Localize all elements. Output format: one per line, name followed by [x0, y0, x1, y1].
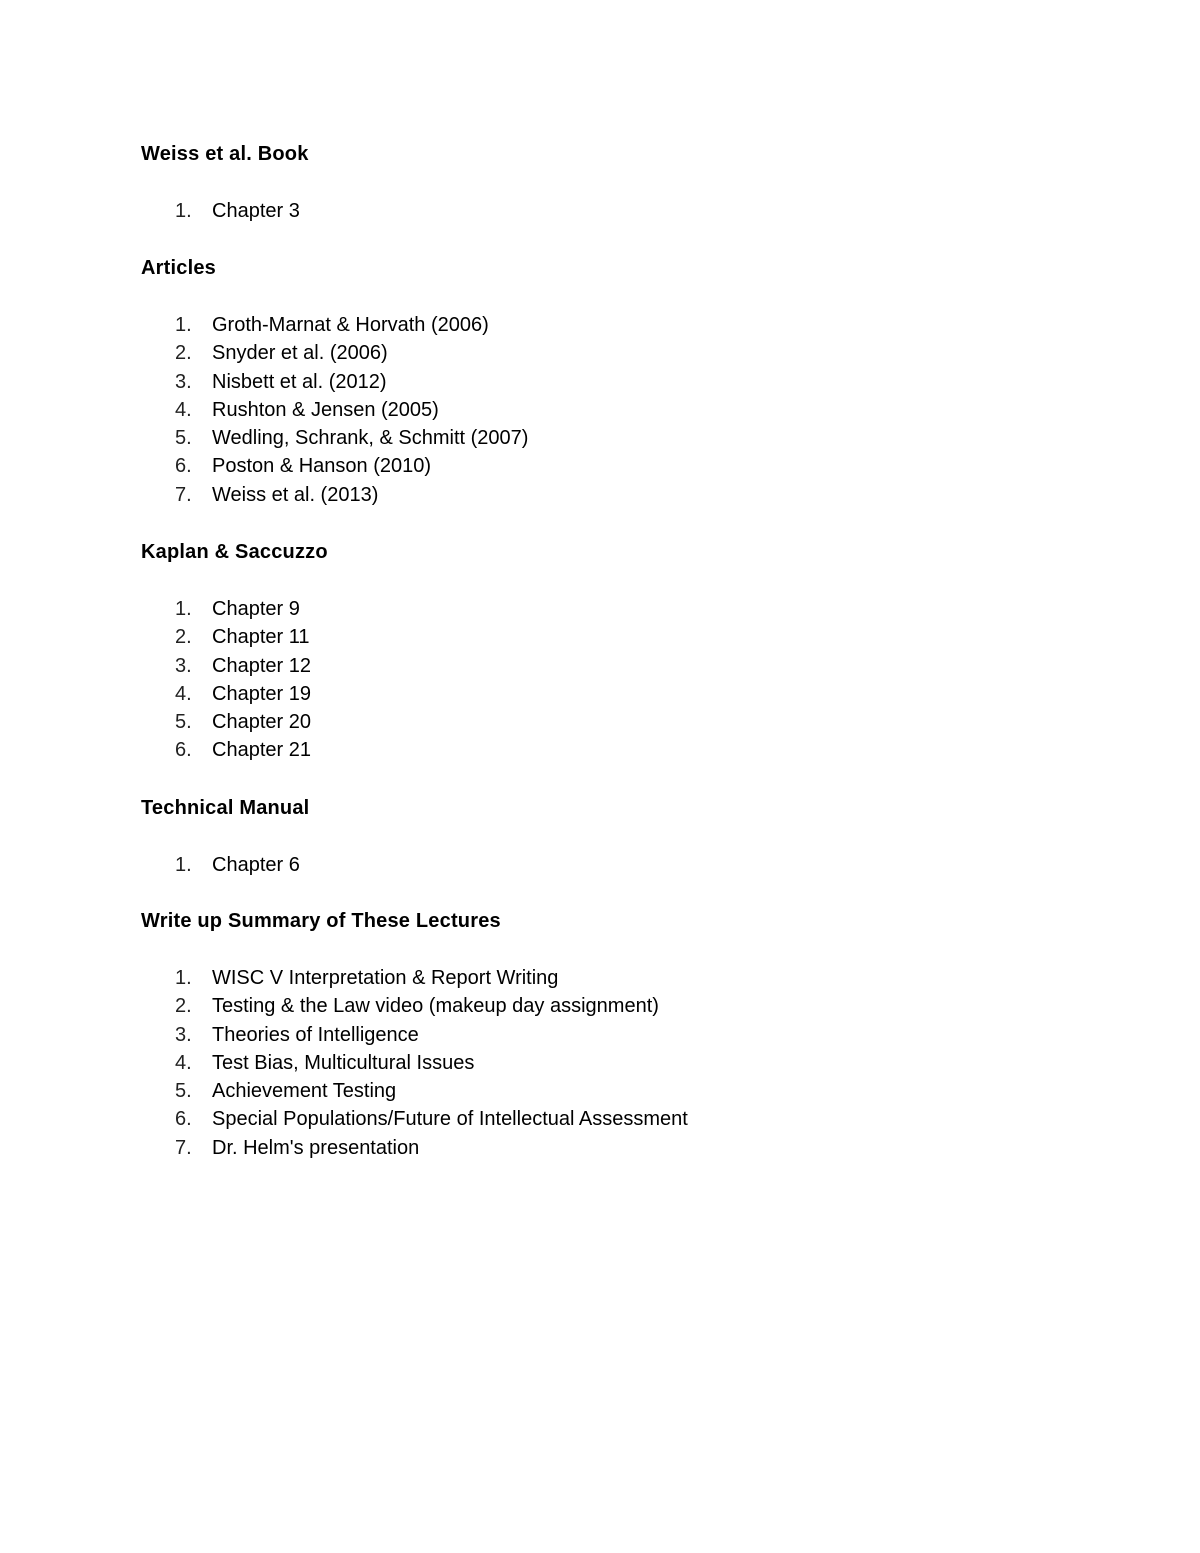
list-text: Chapter 19 [212, 682, 311, 705]
section-heading: Weiss et al. Book [141, 143, 309, 165]
section-articles [141, 254, 1141, 506]
list-number: 4. [175, 398, 192, 421]
list-text: Nisbett et al. (2012) [212, 370, 387, 393]
list-text: Rushton & Jensen (2005) [212, 398, 439, 421]
list-number: 5. [175, 1080, 192, 1103]
list-text: Theories of Intelligence [212, 1023, 419, 1046]
list-number: 2. [175, 342, 192, 365]
list-text: WISC V Interpretation & Report Writing [212, 967, 559, 989]
list-number: 1. [175, 598, 192, 620]
section-kaplan-saccuzzo [141, 538, 1141, 762]
list-text: Special Populations/Future of Intellectual Assessment [212, 1108, 688, 1131]
list-number: 2. [175, 995, 192, 1018]
section-weiss-book [141, 140, 1141, 222]
section-heading: Kaplan & Saccuzzo [141, 541, 328, 563]
list-text: Wedling, Schrank, & Schmitt (2007) [212, 427, 529, 450]
section-write-up-summary [141, 907, 1141, 1159]
list-number: 1. [175, 314, 192, 336]
list-number: 7. [175, 483, 192, 506]
list-number: 2. [175, 626, 192, 649]
list-number: 1. [175, 854, 192, 876]
list-text: Chapter 6 [212, 854, 300, 876]
list-text: Achievement Testing [212, 1080, 397, 1103]
list-number: 4. [175, 682, 192, 705]
list-text: Chapter 12 [212, 654, 311, 677]
list-number: 3. [175, 654, 192, 677]
list-number: 7. [175, 1136, 192, 1159]
list-number: 6. [175, 1108, 192, 1131]
list-number: 3. [175, 370, 192, 393]
list-number: 4. [175, 1051, 192, 1074]
section-heading: Articles [141, 257, 216, 279]
list-number: 6. [175, 455, 192, 478]
list-text: Dr. Helm's presentation [212, 1136, 420, 1159]
list-text: Groth-Marnat & Horvath (2006) [212, 314, 489, 336]
list-text: Chapter 21 [212, 739, 311, 762]
list-number: 5. [175, 427, 192, 450]
list-number: 1. [175, 967, 192, 989]
list-text: Testing & the Law video (makeup day assignment) [212, 995, 659, 1018]
list-text: Chapter 20 [212, 711, 311, 734]
list-number: 3. [175, 1023, 192, 1046]
list-text: Poston & Hanson (2010) [212, 455, 432, 478]
list-text: Chapter 3 [212, 200, 300, 222]
section-heading: Technical Manual [141, 797, 310, 819]
list-text: Test Bias, Multicultural Issues [212, 1051, 475, 1074]
list-number: 5. [175, 711, 192, 734]
section-heading: Write up Summary of These Lectures [141, 910, 501, 932]
list-number: 1. [175, 200, 192, 222]
list-number: 6. [175, 739, 192, 762]
list-text: Chapter 9 [212, 598, 300, 620]
section-technical-manual [141, 794, 1141, 876]
list-text: Chapter 11 [212, 626, 310, 649]
list-text: Snyder et al. (2006) [212, 342, 388, 365]
list-text: Weiss et al. (2013) [212, 483, 379, 506]
